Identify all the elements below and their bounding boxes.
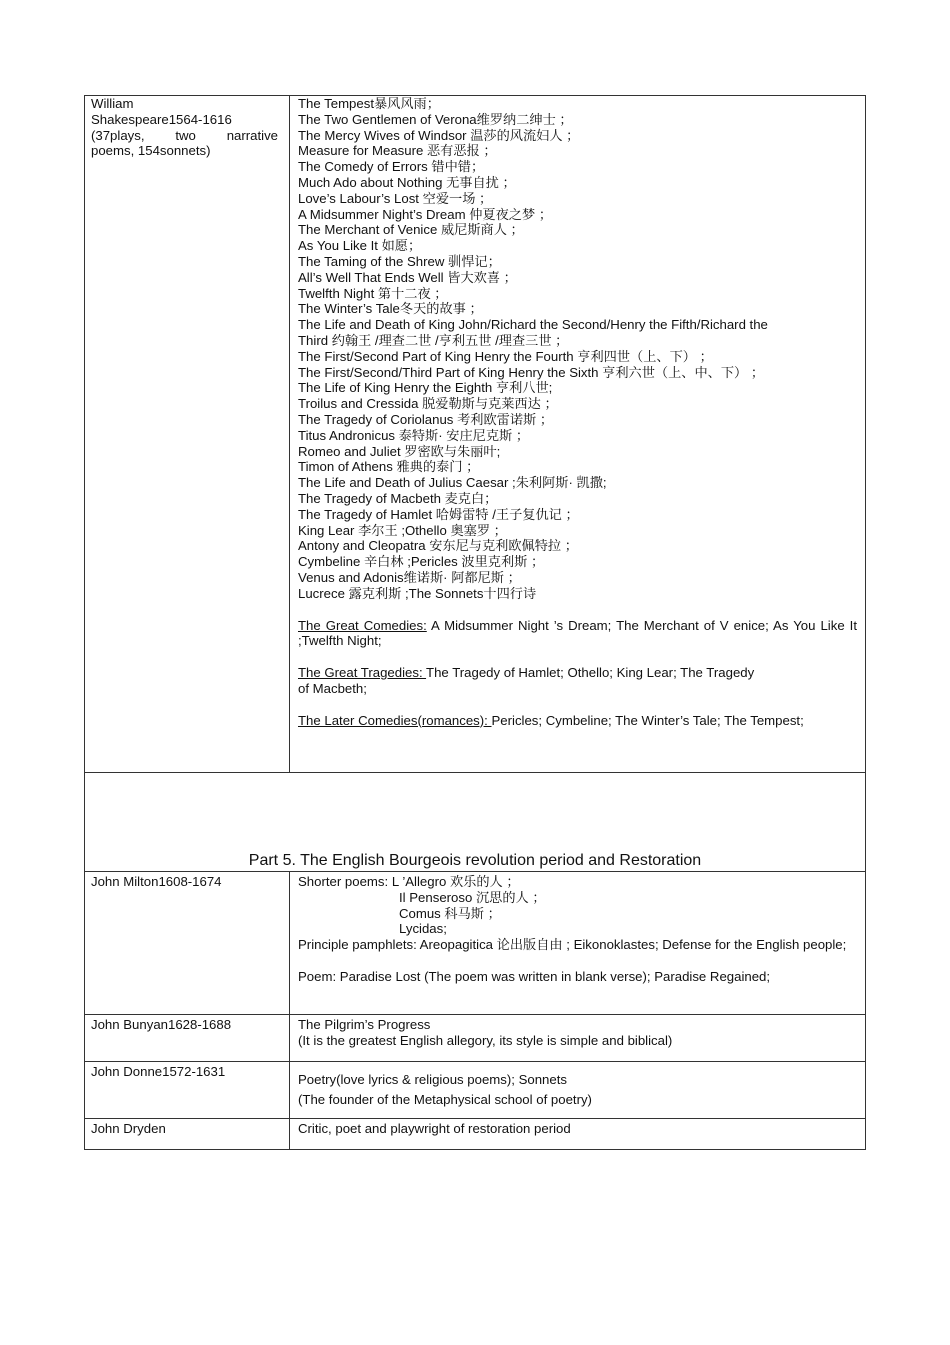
play-item: Antony and Cleopatra 安东尼与克利欧佩特拉 ； [298, 538, 578, 554]
play-item: Romeo and Juliet 罗密欧与朱丽叶; [298, 443, 501, 459]
author-cell [85, 1062, 290, 1119]
great-comedies [298, 618, 857, 650]
play-item: The Merchant of Venice 威尼斯商人 ； [298, 222, 524, 238]
play-item: Much Ado about Nothing 无事自扰 ； [298, 174, 516, 190]
play-item: The Tragedy of Coriolanus 考利欧雷诺斯 ； [298, 411, 554, 427]
works-note-line2: poems, 154sonnets) [91, 143, 211, 159]
works-note-line1: (37plays, two narrative [91, 127, 278, 143]
donne-works [290, 1062, 865, 1110]
play-item: All’s Well That Ends Well 皆大欢喜 ； [298, 269, 517, 285]
play-item: The Tragedy of Macbeth 麦克白； [298, 490, 498, 506]
great-tragedies-label: The Great Tragedies: [298, 665, 427, 681]
bunyan-works [290, 1015, 865, 1049]
author-name-line2: Shakespeare1564-1616 [91, 111, 232, 127]
works-cell [290, 1119, 866, 1150]
great-tragedies-cont: of Macbeth; [298, 680, 367, 696]
work-note: (It is the greatest English allegory, its style is simple and biblical) [298, 1032, 673, 1048]
play-item: Third 约翰王 /理查二世 /亨利五世 /理查三世 ； [298, 332, 569, 348]
table-row-shakespeare [85, 96, 866, 773]
play-item: Venus and Adonis维诺斯· 阿都尼斯 ； [298, 569, 521, 585]
author-name: John Dryden [91, 1121, 166, 1136]
work-note: (The founder of the Metaphysical school of poetry) [298, 1092, 592, 1107]
plays-list [290, 96, 865, 602]
pamphlets: Principle pamphlets: Areopagitica 论出版自由 ; Eikonoklastes; Defense for the English people; [298, 937, 847, 953]
great-tragedies-text: The Tragedy of Hamlet; Othello; King Lear; The Tragedy [426, 665, 755, 681]
play-item: The Taming of the Shrew 驯悍记； [298, 253, 501, 269]
play-item: Twelfth Night 第十二夜 ； [298, 285, 448, 301]
dryden-works [290, 1119, 865, 1137]
play-item: Lucrece 露克利斯 ;The Sonnets十四行诗 [298, 585, 537, 601]
play-item: Love’s Labour’s Lost 空爱一场 ； [298, 190, 493, 206]
works-cell [290, 872, 866, 1015]
play-item: Cymbeline 辛白林 ;Pericles 波里克利斯 ； [298, 554, 545, 570]
author-info [85, 96, 289, 159]
play-item: The Winter’s Tale冬天的故事 ； [298, 301, 483, 317]
literature-table [84, 95, 866, 1150]
play-item: The Tragedy of Hamlet 哈姆雷特 /王子复仇记 ； [298, 506, 579, 522]
shorter-poem-4: Lycidas; [399, 921, 447, 937]
play-item: The Tempest暴风风雨； [298, 96, 440, 111]
work-title: Poetry(love lyrics & religious poems); Sonnets [298, 1072, 567, 1087]
works-cell [290, 1062, 866, 1119]
play-item: Timon of Athens 雅典的泰门 ； [298, 459, 480, 475]
great-comedies-label: The Great Comedies: [298, 617, 427, 633]
table-row-donne [85, 1062, 866, 1119]
part-heading-cell [85, 773, 866, 872]
later-comedies-label: The Later Comedies(romances): [298, 712, 492, 728]
play-item: The Life of King Henry the Eighth 亨利八世; [298, 380, 553, 396]
work-title: The Pilgrim’s Progress [298, 1017, 431, 1032]
shorter-poems: Shorter poems: L ’Allegro 欢乐的人 ； [298, 874, 520, 889]
part5-heading: Part 5. The English Bourgeois revolution period and Restoration [248, 852, 702, 869]
play-item: King Lear 李尔王 ;Othello 奥塞罗 ； [298, 522, 507, 538]
great-tragedies [298, 665, 857, 681]
play-item: The First/Second Part of King Henry the Fourth 亨利四世（上、下） ； [298, 348, 713, 364]
author-name: John Bunyan1628-1688 [91, 1017, 232, 1032]
play-item: The Two Gentlemen of Verona维罗纳二绅士 ； [298, 111, 573, 127]
table-row-dryden [85, 1119, 866, 1150]
play-item: The Life and Death of Julius Caesar ;朱利阿斯· 凯撒; [298, 475, 607, 491]
author-cell [85, 872, 290, 1015]
later-comedies [298, 713, 857, 729]
author-cell [85, 96, 290, 773]
works-cell [290, 1015, 866, 1062]
play-item: As You Like It 如愿； [298, 238, 422, 254]
author-name: John Milton1608-1674 [91, 874, 222, 889]
table-row-milton [85, 872, 866, 1015]
author-name: John Donne1572-1631 [91, 1064, 226, 1079]
author-cell [85, 1015, 290, 1062]
play-item: The Comedy of Errors 错中错； [298, 159, 485, 175]
author-cell [85, 1119, 290, 1150]
later-comedies-text: Pericles; Cymbeline; The Winter’s Tale; The Tempest; [491, 712, 804, 728]
shorter-poem-3: Comus 科马斯 ； [399, 905, 501, 921]
work-title: Critic, poet and playwright of restoration period [298, 1121, 571, 1136]
groupings [290, 602, 865, 729]
play-item: The Mercy Wives of Windsor 温莎的风流妇人 ； [298, 127, 580, 143]
table-row-bunyan [85, 1015, 866, 1062]
works-cell [290, 96, 866, 773]
major-poem: Poem: Paradise Lost (The poem was written in blank verse); Paradise Regained; [298, 968, 771, 984]
great-comedies-text: A Midsummer Night ’s Dream; The Merchant of V enice; As You Like It ;Twelfth Night; [298, 617, 857, 649]
play-item: Measure for Measure 恶有恶报 ； [298, 143, 497, 159]
play-item: A Midsummer Night’s Dream 仲夏夜之梦 ； [298, 206, 553, 222]
milton-works [290, 872, 865, 985]
play-item: The Life and Death of King John/Richard the Second/Henry the Fifth/Richard the [298, 317, 768, 333]
play-item: Troilus and Cressida 脱爱勒斯与克莱西达 ； [298, 396, 558, 412]
shorter-poem-2: Il Penseroso 沉思的人 ； [399, 889, 546, 905]
play-item: Titus Andronicus 泰特斯· 安庄尼克斯 ； [298, 427, 530, 443]
document-table-container [84, 95, 866, 1150]
play-item: The First/Second/Third Part of King Henry the Sixth 亨利六世（上、中、下） ； [298, 364, 765, 380]
author-name-line1: William [91, 96, 134, 111]
table-row-part5 [85, 773, 866, 872]
